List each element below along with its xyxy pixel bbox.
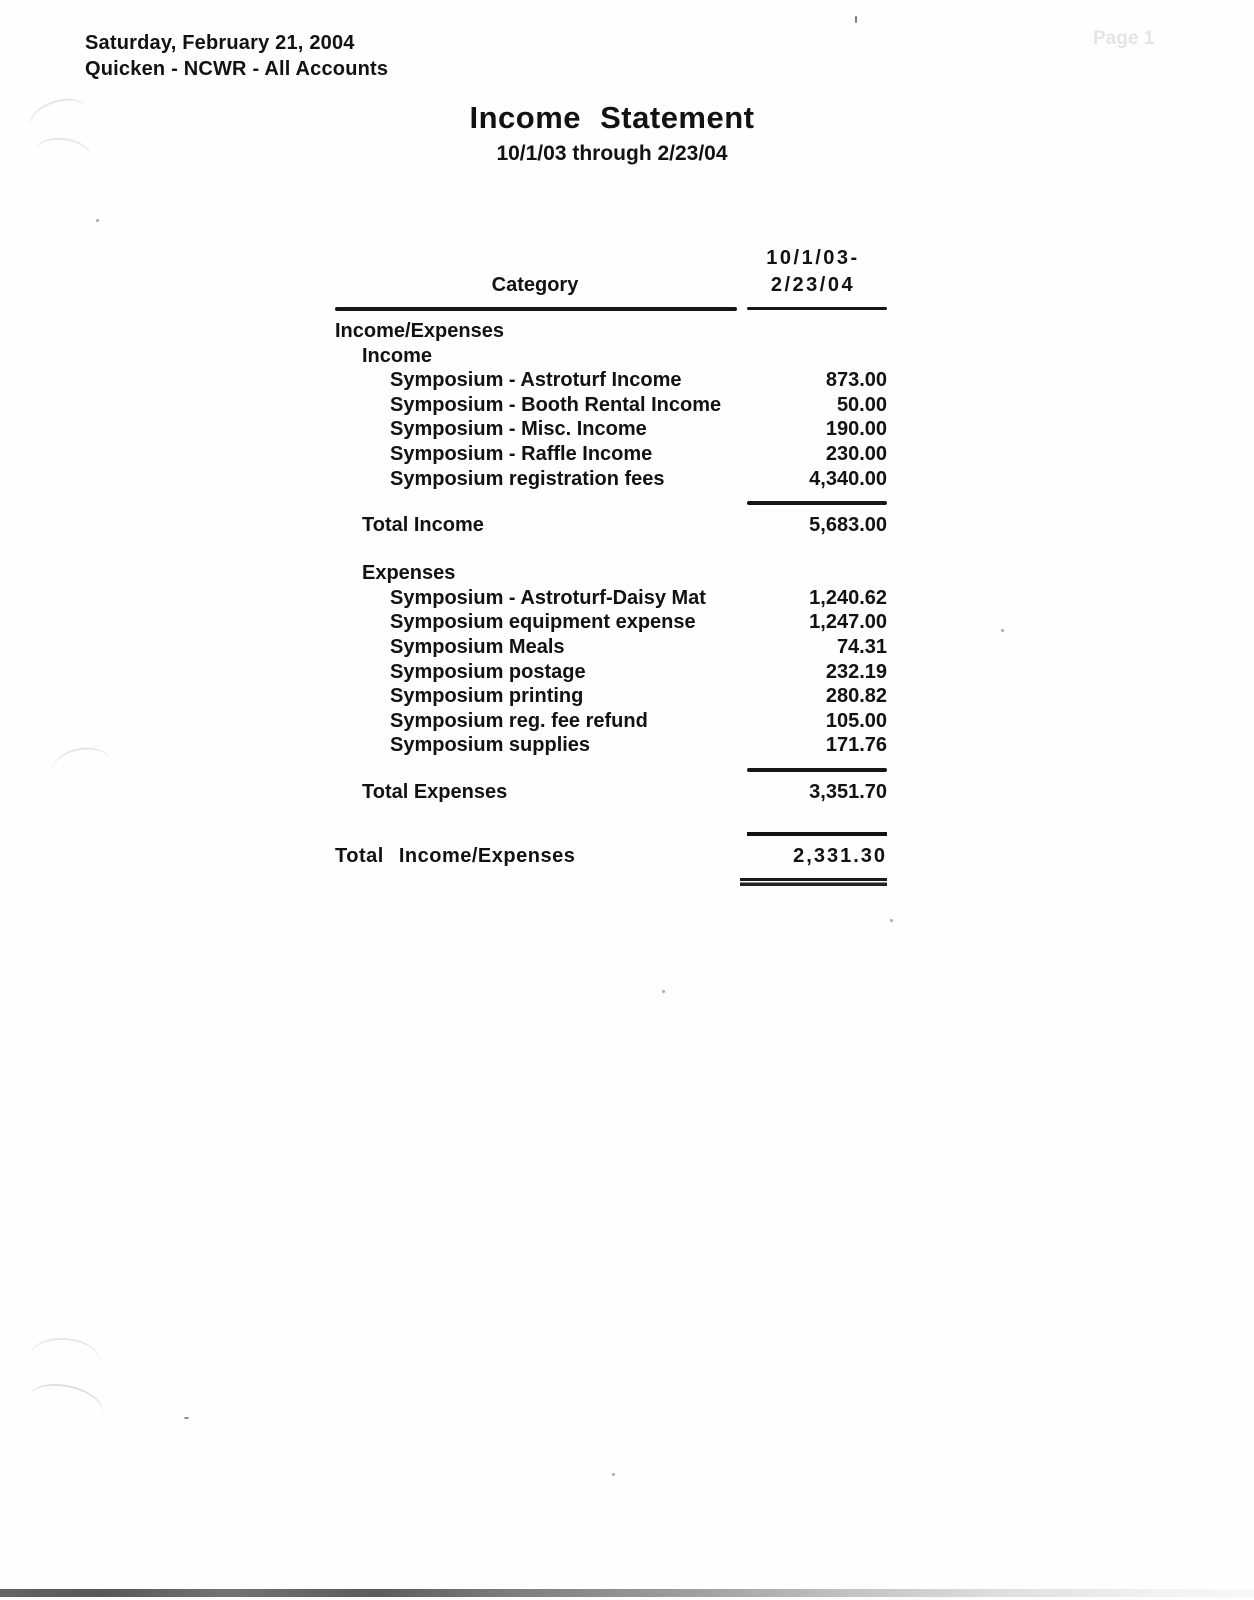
- scan-speck: [612, 1473, 615, 1476]
- row-amount: 873.00: [825, 369, 887, 392]
- row-amount: 50.00: [836, 393, 887, 416]
- scan-speck: [1001, 629, 1004, 632]
- income-row: [335, 443, 887, 468]
- row-label: Symposium supplies: [390, 734, 591, 757]
- income-row: [335, 394, 887, 419]
- row-amount: 4,340.00: [809, 467, 887, 490]
- period-header-line2: 2/23/04: [770, 274, 856, 296]
- column-headers: [335, 245, 887, 299]
- expense-row: [335, 661, 887, 686]
- grand-total-label: Total Income/Expenses: [335, 845, 576, 868]
- scan-artifact-curve: [22, 1377, 107, 1436]
- row-amount: 171.76: [825, 734, 887, 757]
- income-section-label: Income: [362, 344, 433, 367]
- row-label: Symposium - Booth Rental Income: [390, 393, 722, 416]
- page-number: Page 1: [1093, 28, 1155, 49]
- row-amount: 1,240.62: [809, 586, 887, 609]
- row-label: Symposium registration fees: [390, 467, 665, 490]
- period-header-line1: 10/1/03-: [766, 247, 860, 269]
- row-label: Symposium - Astroturf Income: [390, 369, 682, 392]
- expenses-section-label: Expenses: [362, 562, 456, 585]
- total-expenses-label: Total Expenses: [362, 780, 508, 803]
- row-label: Symposium - Misc. Income: [390, 418, 647, 441]
- scan-artifact-curve: [28, 1335, 101, 1383]
- grand-total-amount: 2,331.30: [793, 845, 887, 868]
- income-statement-table: [335, 245, 887, 886]
- scan-artifact-curve: [49, 743, 115, 791]
- total-expenses-row: [335, 781, 887, 806]
- row-label: Symposium printing: [390, 685, 584, 708]
- section-row: [335, 320, 887, 345]
- scan-speck: [890, 919, 893, 922]
- category-column-header: Category: [491, 274, 579, 296]
- total-income-row: [335, 514, 887, 539]
- app-source: Quicken - NCWR - All Accounts: [85, 58, 389, 80]
- grand-total-rule-bottom: [740, 878, 887, 886]
- row-label: Symposium Meals: [390, 636, 565, 659]
- header-rule-right: [747, 307, 887, 310]
- expense-row: [335, 710, 887, 735]
- title-block: [0, 100, 1224, 166]
- row-amount: 74.31: [836, 636, 887, 659]
- section-title: Income/Expenses: [335, 320, 504, 342]
- total-expenses-amount: 3,351.70: [809, 780, 887, 803]
- row-label: Symposium - Raffle Income: [390, 442, 653, 465]
- total-income-amount: 5,683.00: [809, 513, 887, 536]
- report-title: Income Statement: [469, 100, 755, 135]
- expense-row: [335, 734, 887, 759]
- row-label: Symposium postage: [390, 660, 586, 683]
- income-row: [335, 468, 887, 493]
- grand-total-row: [335, 845, 887, 870]
- row-amount: 232.19: [825, 660, 887, 683]
- expense-row: [335, 636, 887, 661]
- row-amount: 1,247.00: [809, 611, 887, 634]
- scan-speck: [855, 16, 857, 23]
- row-amount: 105.00: [825, 709, 887, 732]
- report-period: 10/1/03 through 2/23/04: [496, 142, 728, 165]
- subsection-row: [335, 562, 887, 587]
- total-income-label: Total Income: [362, 513, 484, 536]
- income-row: [335, 418, 887, 443]
- scan-speck: [96, 219, 99, 222]
- print-header: [85, 30, 388, 82]
- period-column-header: [739, 245, 887, 299]
- expense-row: [335, 611, 887, 636]
- scan-speck: [184, 1417, 189, 1419]
- row-label: Symposium reg. fee refund: [390, 709, 648, 732]
- scan-artifact-bar: [0, 1589, 1254, 1597]
- row-amount: 280.82: [825, 685, 887, 708]
- expense-row: [335, 685, 887, 710]
- print-date: Saturday, February 21, 2004: [85, 32, 355, 54]
- subsection-row: [335, 345, 887, 370]
- income-row: [335, 369, 887, 394]
- scan-speck: [662, 990, 665, 993]
- row-amount: 190.00: [825, 418, 887, 441]
- row-amount: 230.00: [825, 442, 887, 465]
- row-label: Symposium equipment expense: [390, 611, 696, 634]
- header-rule-left: [335, 307, 737, 311]
- row-label: Symposium - Astroturf-Daisy Mat: [390, 586, 706, 609]
- expense-row: [335, 587, 887, 612]
